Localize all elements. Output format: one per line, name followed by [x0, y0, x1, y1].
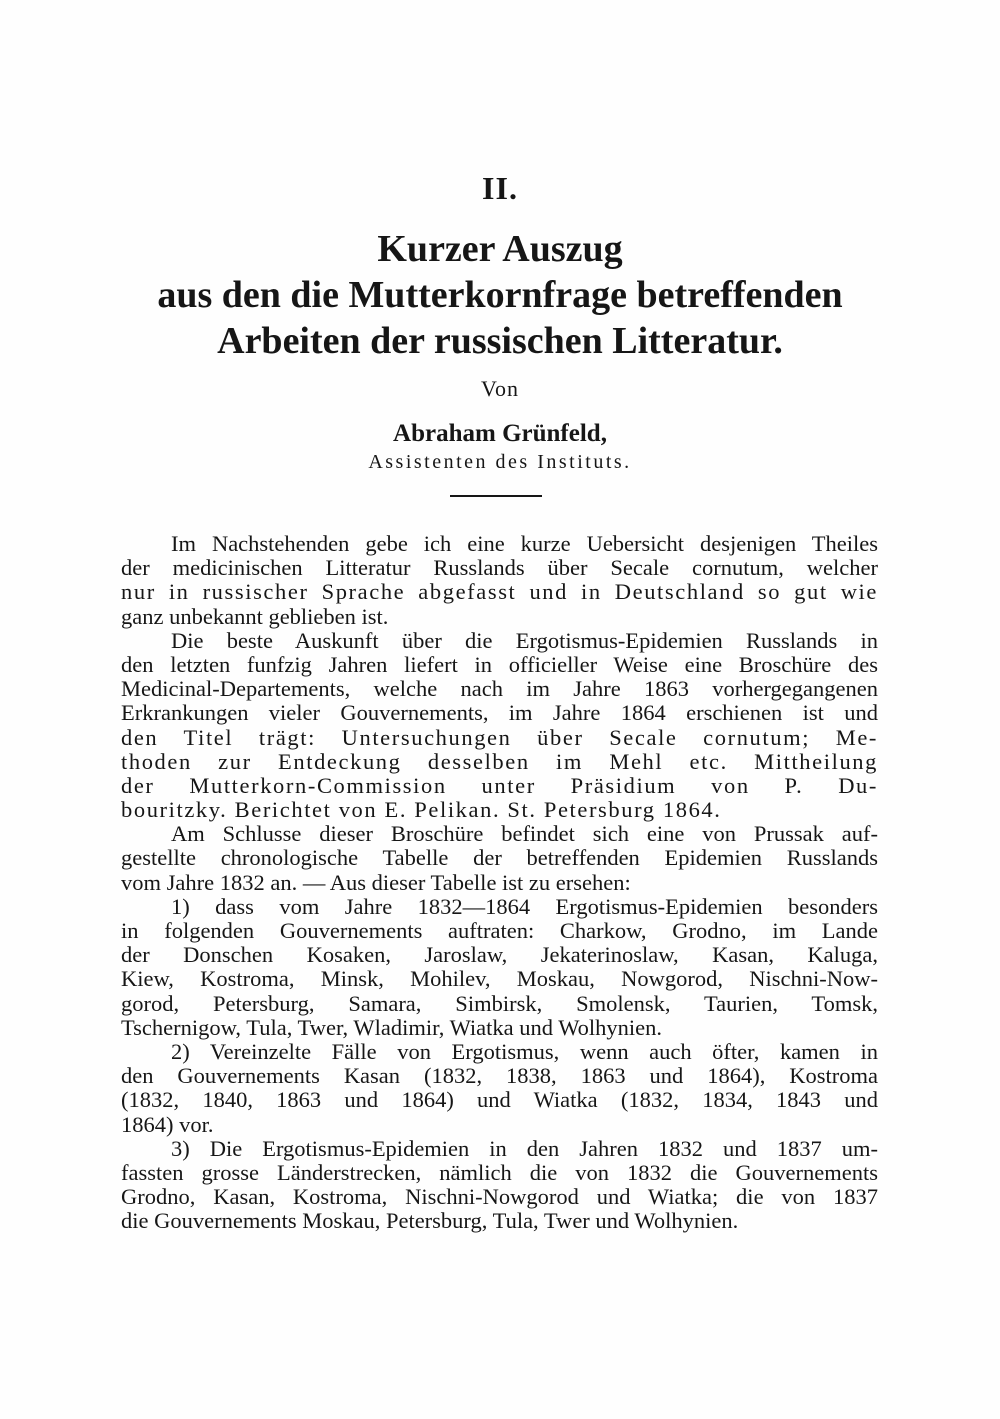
body-line: Am Schlusse dieser Broschüre befindet sich eine von Prussak auf-: [171, 821, 878, 847]
body-line: der medicinischen Litteratur Russlands über Secale cornutum, welcher: [121, 555, 878, 581]
body-text: [121, 532, 878, 1233]
body-line: Erkrankungen vieler Gouvernements, im Jahre 1864 erschienen ist und: [121, 700, 878, 726]
article-title: [0, 226, 1000, 364]
body-line: nur in russischer Sprache abgefasst und in Deutschland so gut wie: [121, 579, 878, 605]
body-line: 1864) vor.: [121, 1111, 214, 1137]
author-name: Abraham Grünfeld,: [393, 420, 607, 447]
title-line-3: Arbeiten der russischen Litteratur.: [217, 320, 783, 362]
body-line: fassten grosse Länderstrecken, nämlich die von 1832 die Gouvernements: [121, 1159, 878, 1185]
body-line: den Titel trägt: Untersuchungen über Secale cornutum; Me-: [121, 724, 878, 750]
title-line-2: aus den die Mutterkornfrage betreffenden: [157, 274, 843, 316]
body-line: 2) Vereinzelte Fälle von Ergotismus, wenn auch öfter, kamen in: [171, 1038, 878, 1064]
body-line: der Mutterkorn-Commission unter Präsidium von P. Du-: [121, 772, 878, 798]
body-line: bouritzky. Berichtet von E. Pelikan. St. Petersburg 1864.: [121, 797, 722, 823]
body-line: gorod, Petersburg, Samara, Simbirsk, Smolensk, Taurien, Tomsk,: [121, 990, 878, 1016]
byline-von: Von: [480, 376, 520, 401]
body-line: gestellte chronologische Tabelle der betreffenden Epidemien Russlands: [121, 845, 878, 871]
body-line: Die beste Auskunft über die Ergotismus-Epidemien Russlands in: [171, 627, 878, 653]
body-line: 3) Die Ergotismus-Epidemien in den Jahren 1832 und 1837 um-: [171, 1135, 878, 1161]
body-line: (1832, 1840, 1863 und 1864) und Wiatka (1832, 1834, 1843 und: [121, 1087, 878, 1113]
body-line: Medicinal-Departements, welche nach im Jahre 1863 vorhergegangenen: [121, 676, 878, 702]
chapter-number: II.: [482, 170, 518, 206]
body-line: die Gouvernements Moskau, Petersburg, Tula, Twer und Wolhynien.: [121, 1208, 739, 1234]
body-line: der Donschen Kosaken, Jaroslaw, Jekaterinoslaw, Kasan, Kaluga,: [121, 942, 878, 968]
author-affiliation: Assistenten des Instituts.: [368, 451, 632, 473]
body-line: thoden zur Entdeckung desselben im Mehl etc. Mittheilung: [121, 748, 878, 774]
body-line: vom Jahre 1832 an. — Aus dieser Tabelle ist zu ersehen:: [121, 869, 631, 895]
title-line-1: Kurzer Auszug: [377, 228, 623, 270]
body-line: ganz unbekannt geblieben ist.: [121, 603, 389, 629]
body-line: Im Nachstehenden gebe ich eine kurze Uebersicht desjenigen Theiles: [171, 531, 878, 556]
body-line: Kiew, Kostroma, Minsk, Mohilev, Moskau, Nowgorod, Nischni-Now-: [121, 966, 878, 992]
separator-rule: [450, 495, 542, 497]
body-line: 1) dass vom Jahre 1832—1864 Ergotismus-Epidemien besonders: [171, 893, 878, 919]
body-line: den Gouvernements Kasan (1832, 1838, 1863 und 1864), Kostroma: [121, 1063, 878, 1089]
body-line: Tschernigow, Tula, Twer, Wladimir, Wiatka und Wolhynien.: [121, 1014, 663, 1040]
body-line: in folgenden Gouvernements auftraten: Charkow, Grodno, im Lande: [121, 918, 878, 943]
body-line: den letzten funfzig Jahren liefert in officieller Weise eine Broschüre des: [121, 651, 878, 677]
body-line: Grodno, Kasan, Kostroma, Nischni-Nowgorod und Wiatka; die von 1837: [121, 1184, 878, 1210]
